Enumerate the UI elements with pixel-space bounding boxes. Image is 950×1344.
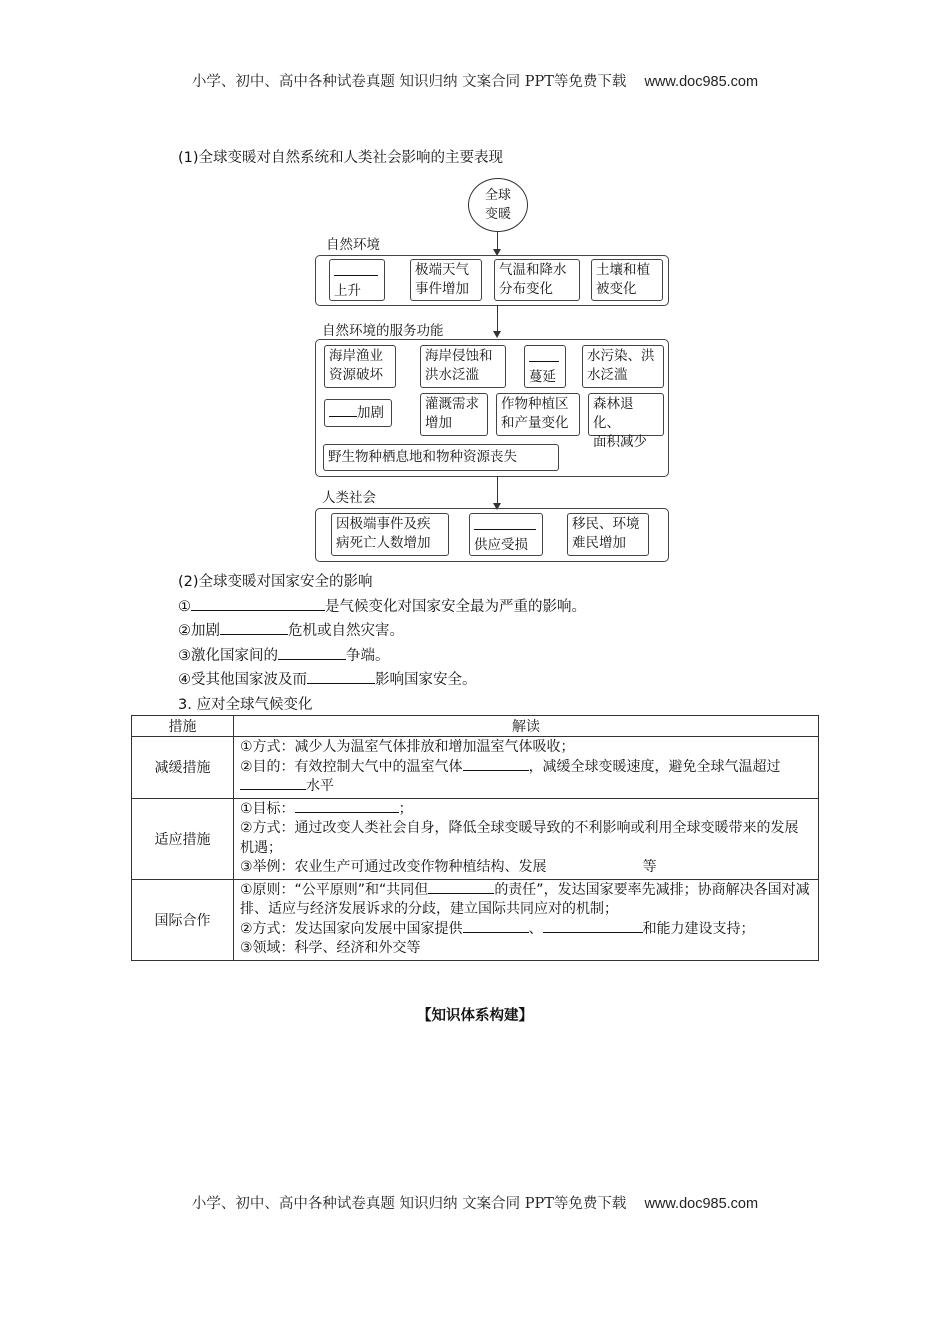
text: ①目标： — [240, 800, 295, 817]
society-box-1-l1: 因极端事件及疾 — [336, 516, 431, 532]
text: 的责任”，发达国家要率先减排；协商解决各国对减排、适应与经济发展诉求的分歧，建立国际共同应对的机制； — [240, 881, 810, 917]
knowledge-system-title: 【知识体系构建】 — [417, 1008, 533, 1024]
text: 争端。 — [346, 648, 390, 664]
society-box-3 — [567, 513, 649, 556]
section2-item-4 — [178, 668, 477, 689]
service-box-2 — [420, 345, 506, 388]
table-header-explain: 解读 — [234, 716, 819, 737]
natural-box-4 — [591, 259, 663, 301]
society-box-2 — [469, 513, 543, 556]
service-box-5-text: 加剧 — [357, 405, 384, 421]
text: ③激化国家间的 — [178, 648, 278, 664]
society-label: 人类社会 — [322, 490, 376, 506]
blank[interactable] — [543, 920, 643, 933]
service-box-4-l1: 水污染、洪 — [587, 348, 655, 364]
service-box-8-l2: 面积减少 — [593, 434, 647, 450]
connector-line — [497, 231, 498, 251]
row-3-content — [234, 879, 819, 960]
service-box-9 — [323, 444, 559, 471]
row-3-line-1 — [240, 881, 812, 920]
service-box-8 — [588, 393, 664, 450]
row-3-name: 国际合作 — [132, 879, 234, 960]
text: ②方式：发达国家向发展中国家提供 — [240, 920, 463, 937]
natural-box-4-l1: 土壤和植 — [596, 262, 650, 278]
service-box-1 — [324, 345, 396, 388]
natural-box-1 — [329, 259, 385, 301]
text: ，减缓全球变暖速度，避免全球气温超过 — [528, 758, 781, 775]
natural-box-3-l2: 分布变化 — [499, 281, 553, 297]
service-box-9-text: 野生物种栖息地和物种资源丧失 — [328, 449, 517, 465]
society-box-1 — [331, 513, 449, 556]
blank[interactable] — [240, 777, 306, 790]
text: 、 — [528, 920, 543, 937]
service-box-1-l2: 资源破坏 — [329, 367, 383, 383]
service-box-3-text: 蔓延 — [529, 369, 556, 385]
connector-line — [497, 305, 498, 332]
service-box-2-l2: 洪水泛滥 — [425, 367, 479, 383]
blank[interactable] — [278, 647, 346, 660]
service-box-6-l1: 灌溉需求 — [425, 396, 479, 412]
blank[interactable] — [463, 758, 529, 771]
natural-label: 自然环境 — [326, 237, 380, 253]
text: ①方式：减少人为温室气体排放和增加温室气体吸收； — [240, 739, 575, 755]
blank[interactable] — [474, 515, 536, 530]
arrow-icon — [493, 331, 501, 338]
blank[interactable] — [428, 881, 494, 894]
service-box-8-l1: 森林退化、 — [593, 396, 634, 431]
text: ②方式：通过改变人类社会自身，降低全球变暖导致的不利影响或利用全球变暖带来的发展机遇； — [240, 820, 799, 856]
blank[interactable] — [463, 920, 529, 933]
row-1-content — [234, 737, 819, 799]
society-box-1-l2: 病死亡人数增加 — [336, 535, 431, 551]
page-header-top — [0, 70, 950, 91]
footer-url[interactable]: www.doc985.com — [644, 1196, 759, 1212]
text: 等 — [642, 859, 657, 875]
service-box-5 — [324, 399, 392, 427]
blank[interactable] — [307, 671, 375, 684]
footer-text: 小学、初中、高中各种试卷真题 知识归纳 文案合同 PPT等免费下载 — [191, 1196, 627, 1212]
center-line2: 变暖 — [484, 207, 511, 222]
text: 水平 — [306, 778, 334, 794]
table-header-row — [132, 716, 819, 737]
service-box-6 — [420, 393, 488, 436]
row-1-name: 减缓措施 — [132, 737, 234, 799]
text: 危机或自然灾害。 — [288, 623, 404, 639]
natural-box-2-l1: 极端天气 — [415, 262, 469, 278]
service-box-3 — [524, 345, 566, 388]
service-box-7-l2: 和产量变化 — [501, 415, 569, 431]
natural-box-3-l1: 气温和降水 — [499, 262, 567, 278]
blank[interactable] — [529, 347, 559, 362]
page-header-bottom — [0, 1192, 950, 1213]
society-box-2-text: 供应受损 — [474, 537, 528, 553]
text: 和能力建设支持； — [642, 920, 755, 937]
section1-title: (1)全球变暖对自然系统和人类社会影响的主要表现 — [178, 150, 504, 166]
text: 影响国家安全。 — [375, 672, 477, 688]
natural-box-1-text: 上升 — [334, 283, 361, 299]
natural-box-3 — [494, 259, 580, 301]
society-box-3-l1: 移民、环境 — [572, 516, 640, 532]
section2-item-3 — [178, 644, 390, 665]
row-1-line-2 — [240, 758, 812, 797]
natural-box-2-l2: 事件增加 — [415, 281, 469, 297]
section2-item-2 — [178, 619, 404, 640]
blank[interactable] — [547, 859, 643, 871]
service-box-7 — [496, 393, 580, 436]
text: ③领域：科学、经济和外交等 — [240, 940, 421, 956]
header-text: 小学、初中、高中各种试卷真题 知识归纳 文案合同 PPT等免费下载 — [191, 74, 627, 90]
text: ① — [178, 599, 191, 615]
row-2-line-1 — [240, 800, 812, 820]
row-2-name: 适应措施 — [132, 798, 234, 879]
blank[interactable] — [220, 622, 288, 635]
table-row — [132, 798, 819, 879]
service-box-4-l2: 水泛滥 — [587, 367, 628, 383]
table-header-measure: 措施 — [132, 716, 234, 737]
natural-box-2 — [410, 259, 482, 301]
text: ③举例：农业生产可通过改变作物种植结构、发展 — [240, 859, 547, 875]
blank[interactable] — [334, 261, 378, 276]
connector-line — [497, 476, 498, 504]
text: ②加剧 — [178, 623, 220, 639]
center-line1: 全球 — [484, 188, 511, 203]
measures-table — [131, 715, 819, 961]
row-2-line-3 — [240, 858, 812, 878]
text: 是气候变化对国家安全最为严重的影响。 — [325, 599, 586, 615]
text: ； — [398, 800, 413, 817]
service-box-2-l1: 海岸侵蚀和 — [425, 348, 493, 364]
blank[interactable] — [295, 800, 399, 813]
table-row — [132, 737, 819, 799]
society-box-3-l2: 难民增加 — [572, 535, 626, 551]
text: ②目的：有效控制大气中的温室气体 — [240, 758, 463, 775]
service-box-7-l1: 作物种植区 — [501, 396, 569, 412]
service-box-4 — [582, 345, 664, 388]
natural-box-4-l2: 被变化 — [596, 281, 637, 297]
center-circle — [468, 178, 528, 232]
text: ①原则：“公平原则”和“共同但 — [240, 881, 429, 898]
section2-title: (2)全球变暖对国家安全的影响 — [178, 574, 373, 590]
service-label: 自然环境的服务功能 — [322, 323, 444, 339]
service-box-6-l2: 增加 — [425, 415, 452, 431]
text: ④受其他国家波及而 — [178, 672, 307, 688]
blank[interactable] — [329, 402, 357, 417]
header-url[interactable]: www.doc985.com — [644, 74, 759, 90]
section2-item-1 — [178, 595, 586, 616]
row-2-content — [234, 798, 819, 879]
service-box-1-l1: 海岸渔业 — [329, 348, 383, 364]
section3-title: 3. 应对全球气候变化 — [178, 697, 313, 713]
blank[interactable] — [191, 598, 325, 611]
table-row — [132, 879, 819, 960]
row-3-line-2 — [240, 920, 812, 940]
